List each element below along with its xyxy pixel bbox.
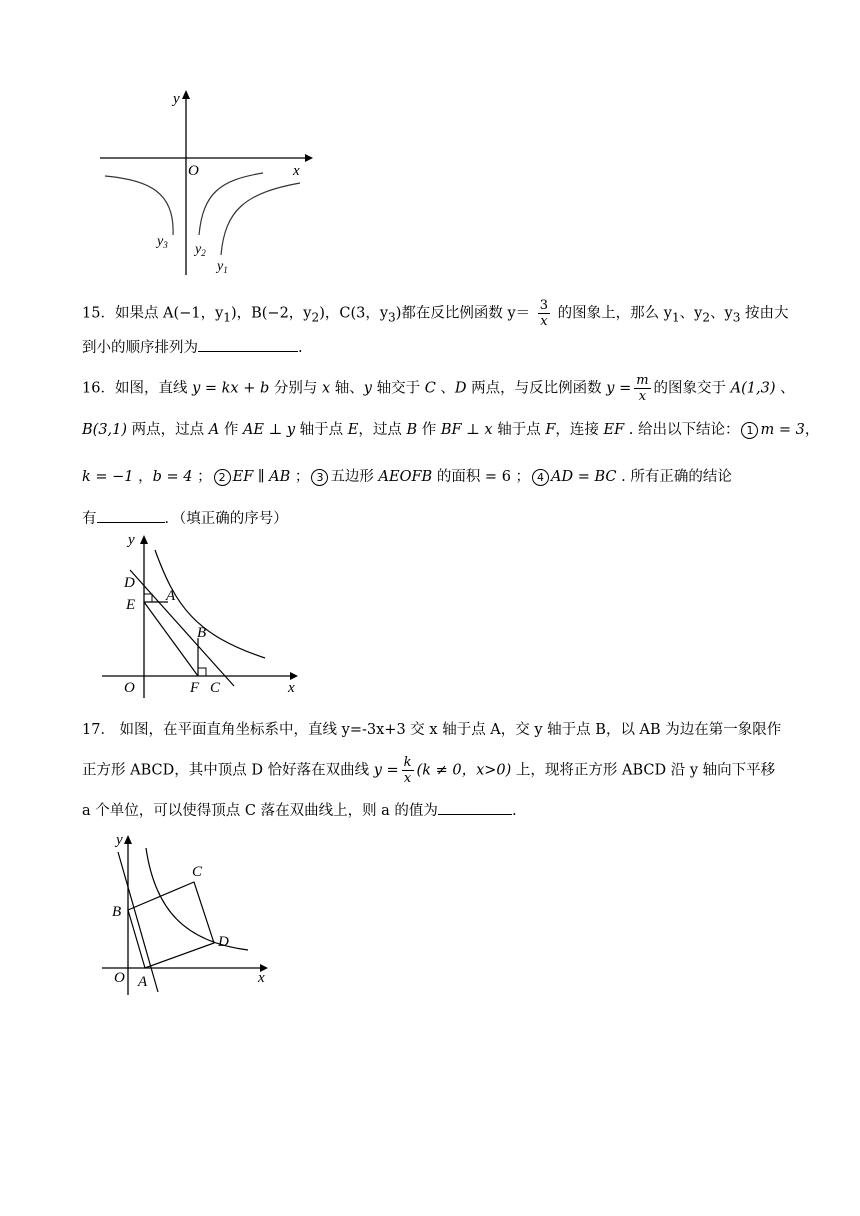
q15-text-c: )，C(3，y: [319, 305, 389, 322]
q17-answer-blank[interactable]: [438, 800, 512, 815]
q15-text-d: )都在反比例函数 y＝: [395, 305, 531, 322]
label-a: A: [166, 588, 176, 604]
origin-label: O: [124, 680, 135, 696]
q16-line4: 有 ．（填正确的序号）: [82, 508, 822, 529]
q15-sub1: 1: [223, 310, 231, 325]
origin-label: O: [188, 163, 199, 179]
q15-answer-blank[interactable]: [198, 337, 298, 352]
q15-text-e: 的图象上，那么 y: [557, 305, 672, 322]
y-axis-label: y: [116, 832, 123, 848]
q17-line3: a 个单位，可以使得顶点 C 落在双曲线上，则 a 的值为 .: [82, 800, 822, 821]
label-a: A: [138, 974, 148, 990]
label-d: D: [218, 934, 229, 950]
curve-y3-label: $y_3$: [157, 234, 168, 250]
q16-answer-blank[interactable]: [97, 508, 165, 523]
hyperbola: [155, 550, 265, 658]
q15-sub2: 2: [311, 310, 320, 325]
circled-1: 1: [741, 422, 758, 439]
circled-4: 4: [532, 469, 549, 486]
y-axis-arrow: [140, 535, 148, 544]
origin-label: O: [114, 970, 125, 986]
x-axis-label: x: [293, 163, 300, 179]
x-axis-arrow: [290, 672, 298, 680]
q16-line3: k = −1 ，b = 4 ； 2 EF ∥ AB ； 3 五边形 AEOFB 的面积 = 6 ； 4 AD = BC . 所有正确的结论: [82, 469, 732, 485]
q15-sub3: 3: [388, 310, 396, 325]
curve-y1: [221, 183, 300, 255]
y-axis-arrow: [124, 835, 132, 844]
q17-line2: 正方形 ABCD，其中顶点 D 恰好落在双曲线 y = $\frac{k}{x}$ (k ≠ 0，x>0) 上，现将正方形 ABCD 沿 y 轴向下平移: [82, 755, 776, 786]
circled-2: 2: [214, 469, 231, 486]
circled-3: 3: [311, 469, 328, 486]
q17-fraction: $\frac{k}{x}$: [403, 755, 412, 786]
figure-hyperbolas: [95, 85, 320, 280]
x-axis-label: x: [288, 680, 295, 696]
x-axis-label: x: [258, 970, 265, 986]
label-b: B: [197, 625, 207, 641]
q16-line2: B(3,1) 两点，过点 A 作 AE ⊥ y 轴于点 E，过点 B 作 BF ⊥ x 轴于点 F，连接 EF . 给出以下结论： 1 m = 3，: [82, 422, 820, 438]
q15-fraction: $\frac{3}{x}$: [539, 298, 549, 329]
q15-line2: 到小的顺序排列为 .: [82, 337, 822, 358]
y-axis-label: y: [128, 532, 135, 548]
figure-line-hyperbola: [100, 530, 310, 700]
label-c: C: [192, 864, 203, 880]
label-d: D: [124, 575, 135, 591]
line-cd: [130, 570, 234, 686]
q16-line1: 16．如图，直线 y = kx + b 分别与 x 轴、y 轴交于 C 、D 两点，与反比例函数 y = $\frac{m}{x}$ 的图象交于 A(1,3) 、: [82, 373, 795, 404]
right-angle-f: [198, 668, 206, 676]
label-f: F: [190, 680, 200, 696]
label-b: B: [112, 904, 122, 920]
right-angle-e: [144, 594, 152, 602]
label-c: C: [210, 680, 221, 696]
segment-ef: [144, 602, 198, 676]
x-axis-arrow: [305, 154, 313, 162]
curve-y2-label: $y_2$: [195, 242, 206, 258]
q15-text-b: )，B(−2，y: [230, 305, 312, 322]
square-abcd: [128, 882, 214, 968]
curve-y3: [105, 176, 173, 235]
q16-fraction: $\frac{m}{x}$: [636, 373, 649, 404]
figure-square-hyperbola: [100, 830, 275, 1000]
q15-line1: 15．如果点 A(−1，$y_1$)，B(−2，$y_2$)，C(3，$y_3$)都在反比例函数 y＝ $\frac{3}{x}$ 的图象上，那么 $y_1$、$y_2$、$y_3$ 按由大: [82, 298, 789, 329]
curve-y2: [199, 173, 263, 235]
q17-line1: 17． 如图，在平面直角坐标系中，直线 y=-3x+3 交 x 轴于点 A，交 y 轴于点 B，以 AB 为边在第一象限作: [82, 722, 782, 738]
curve-y1-label: $y_1$: [217, 259, 228, 275]
q15-text-a: 15．如果点 A(−1，y: [82, 305, 224, 322]
y-axis-label: y: [173, 91, 180, 107]
y-axis-arrow: [182, 90, 190, 99]
label-e: E: [126, 597, 136, 613]
